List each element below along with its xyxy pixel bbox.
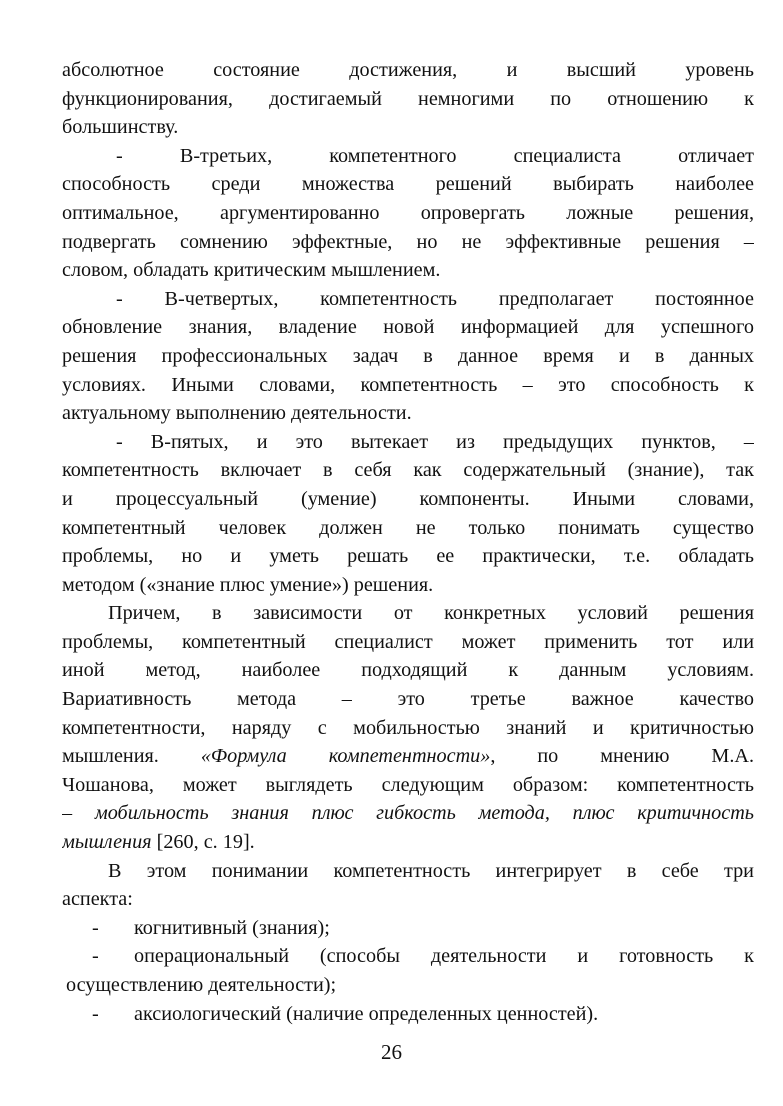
text-line: осуществлению деятельности); xyxy=(66,974,337,996)
page-number: 26 xyxy=(381,1040,402,1064)
text-line: подвергать сомнению эффектные, но не эффективные решения – xyxy=(62,230,754,253)
text-line: иной метод, наиболее подходящий к данным условиям. xyxy=(62,659,754,682)
text-line: - В-пятых, и это вытекает из предыдущих пунктов, – xyxy=(116,430,754,453)
text-line: компетентности, наряду с мобильностью знаний и критичностью xyxy=(62,716,754,739)
text-line: большинству. xyxy=(62,116,179,139)
text-line: Причем, в зависимости от конкретных условий решения xyxy=(108,602,754,625)
body-text xyxy=(62,56,754,1028)
text-line xyxy=(62,742,754,771)
text-line: решения профессиональных задач в данное время и в данных xyxy=(62,344,754,367)
list-item-text: операциональный (способы деятельности и готовность к xyxy=(134,945,754,968)
italic-formula-end: мышления xyxy=(62,831,152,854)
text-line: способность среди множества решений выбирать наиболее xyxy=(62,173,754,196)
italic-term: «Формула компетентности» xyxy=(200,745,491,768)
text-span: мышления. xyxy=(62,745,159,768)
list-dash: - xyxy=(92,1002,99,1025)
list-item xyxy=(62,914,754,943)
list-item-text: аксиологический (наличие определенных ценностей). xyxy=(134,1002,599,1025)
text-span: , по мнению М.А. xyxy=(490,745,754,768)
text-line: компетентный человек должен не только понимать существо xyxy=(62,516,754,539)
text-line: проблемы, но и уметь решать ее практически, т.е. обладать xyxy=(62,545,754,568)
text-line: обновление знания, владение новой информацией для успешного xyxy=(62,316,754,339)
text-line: Чошанова, может выглядеть следующим образом: компетентность xyxy=(62,773,754,796)
citation: [260, с. 19]. xyxy=(151,831,255,854)
text-line: проблемы, компетентный специалист может применить тот или xyxy=(62,630,754,653)
text-line: словом, обладать критическим мышлением. xyxy=(62,259,441,282)
text-line: актуальному выполнению деятельности. xyxy=(62,402,412,425)
text-line: Вариативность метода – это третье важное качество xyxy=(62,688,754,711)
text-line: абсолютное состояние достижения, и высший уровень xyxy=(62,59,754,81)
text-line xyxy=(62,799,754,828)
text-line: - В-четвертых, компетентность предполагает постоянное xyxy=(116,287,754,310)
list-item xyxy=(62,1000,754,1029)
text-line: методом («знание плюс умение») решения. xyxy=(62,573,434,596)
text-line: В этом понимании компетентность интегрирует в себе три xyxy=(108,859,754,882)
text-line: функционирования, достигаемый немногими по отношению к xyxy=(62,87,754,110)
list-dash: - xyxy=(92,916,99,939)
list-dash: - xyxy=(92,945,99,968)
text-line: - В-третьих, компетентного специалиста отличает xyxy=(116,144,754,167)
italic-formula: – мобильность знания плюс гибкость метода, плюс критичность xyxy=(62,802,754,825)
text-line: компетентность включает в себя как содержательный (знание), так xyxy=(62,459,754,482)
text-line: и процессуальный (умение) компоненты. Иными словами, xyxy=(62,487,754,510)
text-line: условиях. Иными словами, компетентность – это способность к xyxy=(62,373,754,396)
list-item xyxy=(62,942,754,971)
text-line: оптимальное, аргументированно опровергать ложные решения, xyxy=(62,201,754,224)
list-item-text: когнитивный (знания); xyxy=(134,916,330,939)
text-line: аспекта: xyxy=(62,888,133,911)
text-line xyxy=(62,828,754,857)
